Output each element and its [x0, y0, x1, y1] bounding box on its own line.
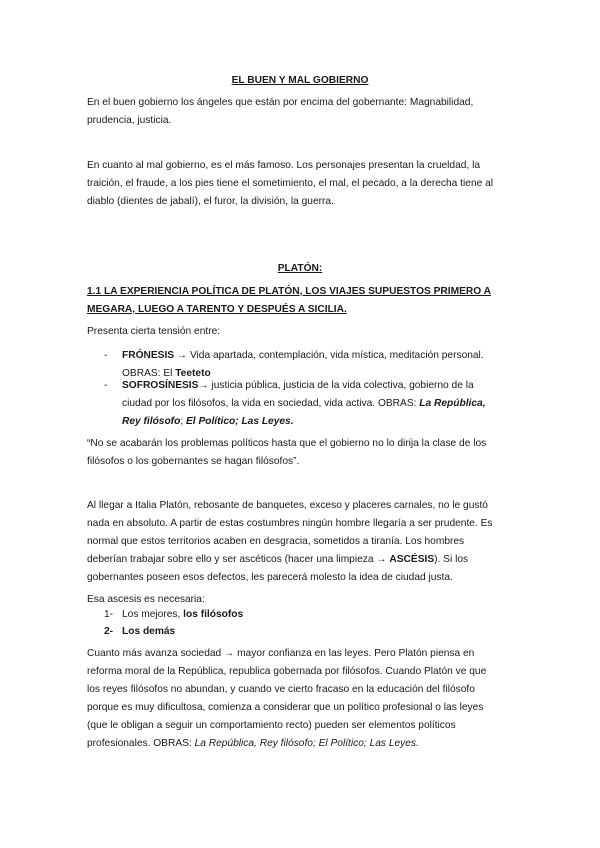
term-ascesis: ASCÉSIS [389, 554, 435, 565]
paragraph-line: traición, el fraude, a los pies tiene el sometimiento, el mal, el pecado, a la derecha tiene al [87, 178, 494, 189]
work-title: Rey filósofo [122, 416, 181, 427]
quote-line: filósofos o los gobernantes se hagan filósofos”. [87, 456, 300, 467]
work-title: La República, [419, 398, 486, 409]
paragraph-line: (que le obligan a seguir un comportamiento recto) pueden ser elementos políticos [87, 720, 456, 731]
list-number: 2- [104, 626, 114, 637]
bullet-text: Vida apartada, contemplación, vida mística, meditación personal. [189, 350, 484, 361]
work-titles: La República, Rey filósofo; El Político; Las Leyes. [194, 738, 419, 749]
quote-line: “No se acabarán los problemas políticos hasta que el gobierno no lo dirija la clase de los [87, 438, 487, 449]
obras-label: OBRAS: El [122, 368, 176, 379]
paragraph-line: Al llegar a Italia Platón, rebosante de banquetes, exceso y placeres carnales, no le gustó [87, 500, 488, 511]
text: Los mejores, [122, 609, 184, 620]
heading-buen-mal-gobierno: EL BUEN Y MAL GOBIERNO [231, 75, 369, 86]
bullet-fronesis [122, 347, 484, 365]
intro-text: Presenta cierta tensión entre: [87, 326, 221, 337]
arrow: → [198, 380, 212, 391]
ascesis-text: Esa ascesis es necesaria: [87, 594, 205, 605]
text: ). Si los [434, 554, 469, 565]
paragraph-line: En cuanto al mal gobierno, es el más famoso. Los personajes presentan la crueldad, la [87, 160, 481, 171]
paragraph-line: los reyes filósofos no abundan, y cuando ve cierto fracaso en la educación del filósofo [87, 684, 475, 695]
heading-platon: PLATÓN: [277, 263, 323, 274]
paragraph-line: gobernantes poseen esos defectos, les parecerá molesto la idea de ciudad justa. [87, 572, 453, 583]
text: deberían trabajar sobre ello y ser ascéticos (hacer una limpieza → [87, 554, 390, 565]
paragraph-line: normal que estos territorios acaben en desgracia, sometidos a tiranía. Los hombres [87, 536, 465, 547]
list-item [122, 623, 175, 641]
section-heading-line: MEGARA, LUEGO A TARENTO Y DESPUÉS A SICILIA. [87, 304, 347, 315]
list-number: 1- [104, 609, 114, 620]
paragraph-line: porque es muy dificultosa, comienza a considerar que un político profesional o las leyes [87, 702, 484, 713]
text-bold: Los demás [122, 626, 176, 637]
bullet-sofrosinesis [122, 377, 474, 395]
paragraph-line: prudencia, justicia. [87, 115, 172, 126]
paragraph-line: diablo (dientes de jabalí), el furor, la división, la guerra. [87, 196, 334, 207]
work-title: El Político; Las Leyes. [185, 416, 294, 427]
bullet-line [122, 413, 294, 431]
section-heading-line: 1.1 LA EXPERIENCIA POLÍTICA DE PLATÓN, LOS VIAJES SUPUESTOS PRIMERO A [87, 286, 491, 297]
bullet-text: ciudad por los filósofos, la vida en sociedad, vida activa. OBRAS: [122, 398, 420, 409]
paragraph-line [87, 551, 468, 569]
paragraph-line: En el buen gobierno los ángeles que están por encima del gobernante: Magnabilidad, [87, 97, 474, 108]
bullet-dash: - [104, 380, 108, 391]
paragraph-line: Cuanto más avanza sociedad → mayor confianza en las leyes. Pero Platón piensa en [87, 648, 475, 659]
separator: ; [180, 416, 186, 427]
list-item [122, 606, 243, 624]
bullet-line [122, 395, 486, 413]
paragraph-line: reforma moral de la República, republica gobernada por filósofos. Cuando Platón ve que [87, 666, 487, 677]
bullet-dash: - [104, 350, 108, 361]
paragraph-line [87, 735, 419, 753]
work-title: Teeteto [175, 368, 211, 379]
paragraph-line: nada en absoluto. A partir de estas costumbres ningún hombre llegaría a ser prudente. Es [87, 518, 493, 529]
arrow: → [174, 350, 190, 361]
text: profesionales. OBRAS: [87, 738, 195, 749]
term-fronesis: FRÓNESIS [122, 350, 175, 361]
text-bold: los filósofos [183, 609, 244, 620]
bullet-text: justicia pública, justicia de la vida colectiva, gobierno de la [211, 380, 474, 391]
term-sofrosinesis: SOFROSÍNESIS [122, 380, 199, 391]
